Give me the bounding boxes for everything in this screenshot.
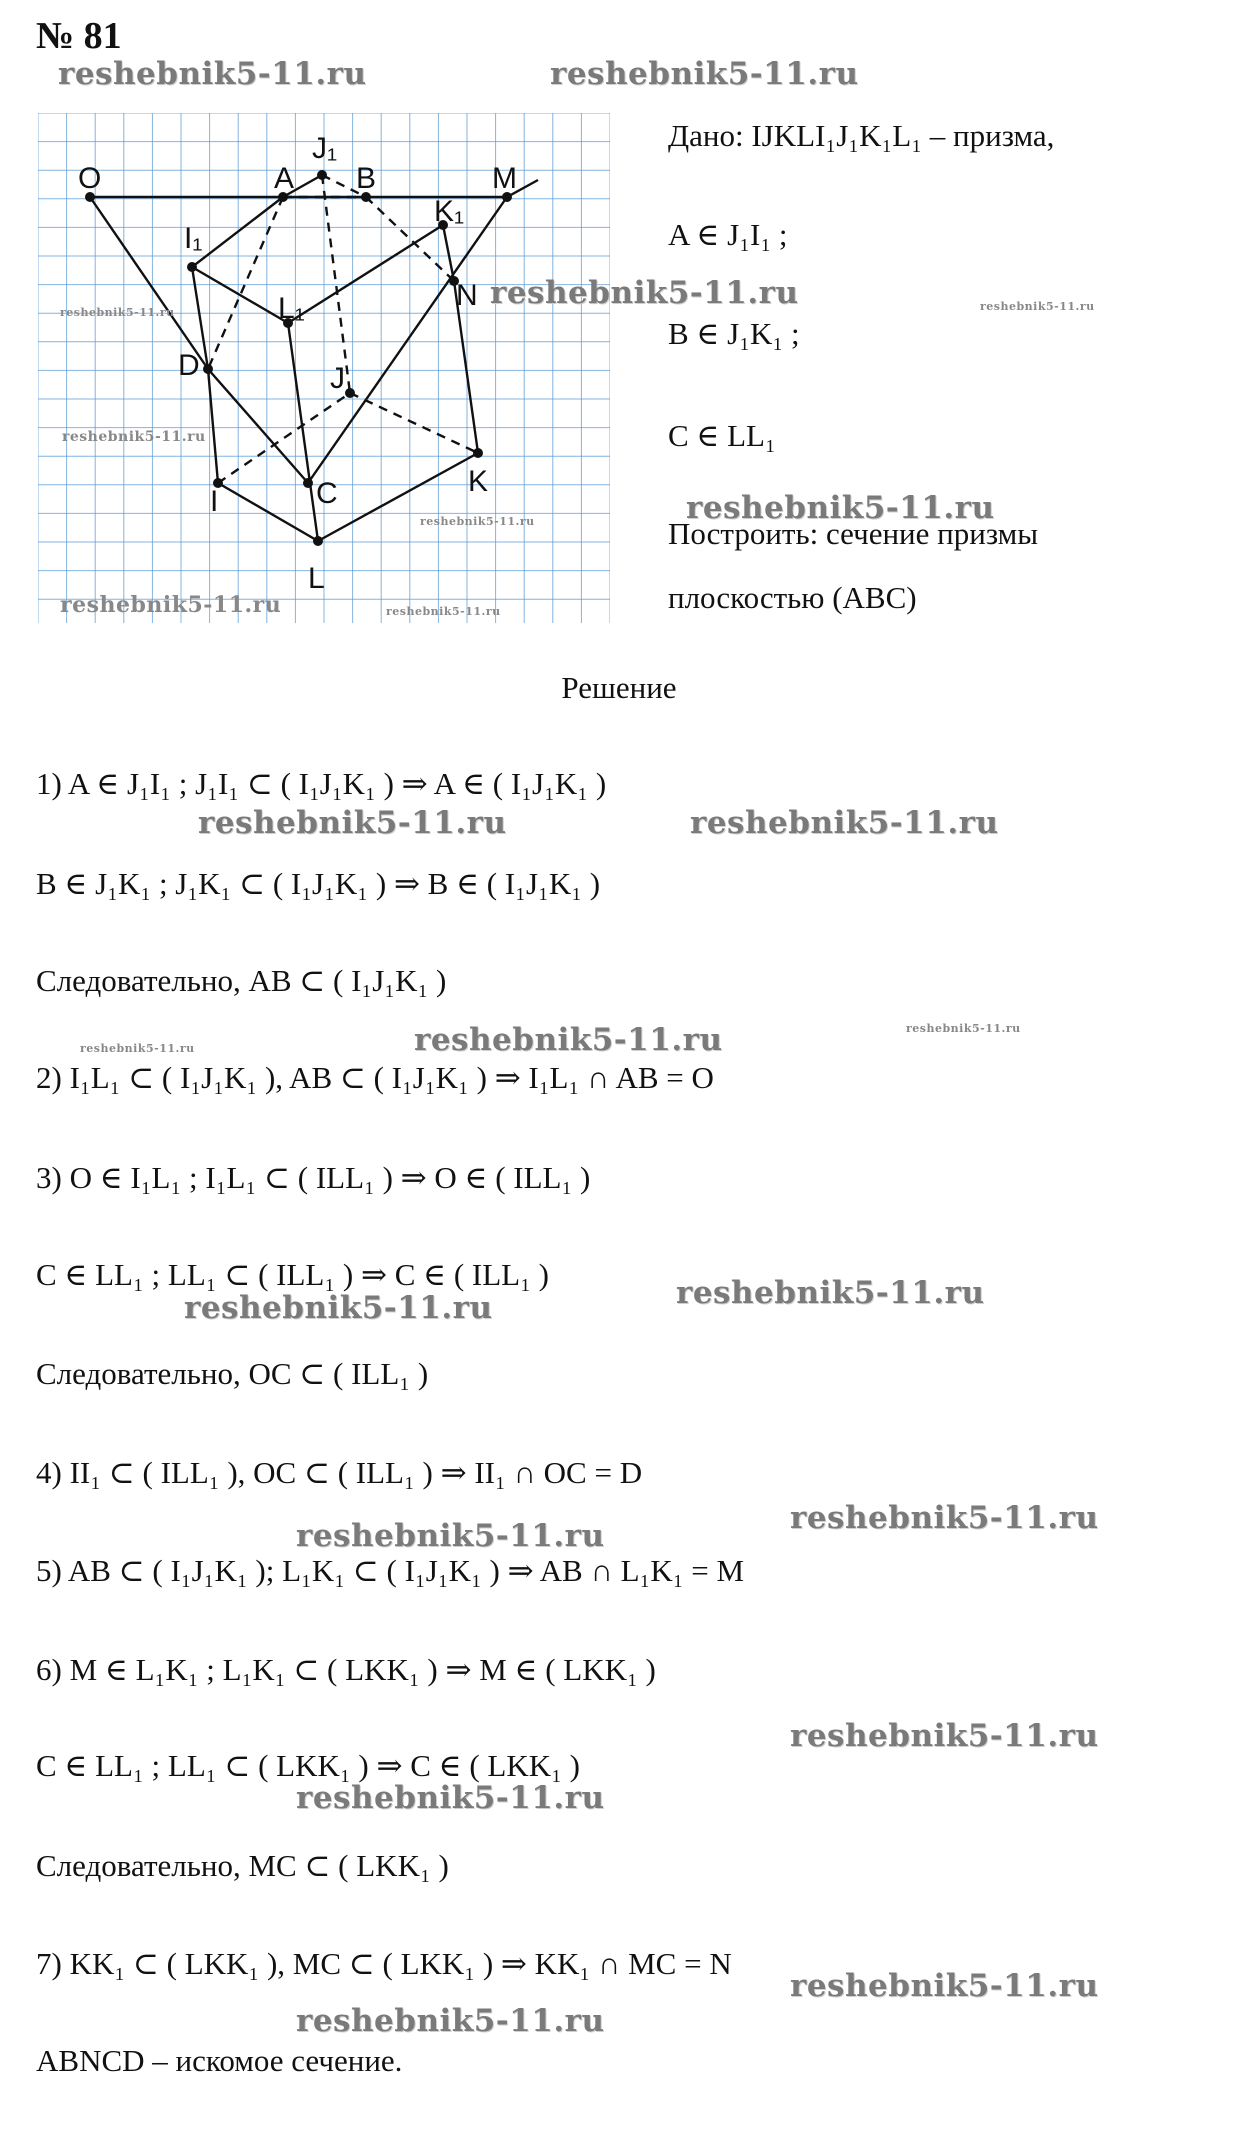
solution-title: Решение	[561, 670, 677, 705]
watermark: reshebnik5-11.ru	[386, 605, 501, 618]
solution-line-6: C ∈ LL₁ ; LL₁ ⊂ ( ILL₁ ) ⇒ C ∈ ( ILL₁ )	[36, 1257, 549, 1292]
watermark: reshebnik5-11.ru	[906, 1022, 1021, 1035]
given-line-2: A ∈ J₁I₁ ;	[668, 217, 788, 252]
given-line-5: Построить: сечение призмы	[668, 516, 1039, 551]
solution-line-14: ABNCD – искомое сечение.	[36, 2043, 403, 2078]
watermark: reshebnik5-11.ru	[490, 275, 799, 311]
visible-edge	[288, 323, 318, 541]
label-L: L	[308, 562, 325, 595]
visible-edge	[288, 225, 443, 323]
label-I: I	[210, 485, 219, 518]
solution-line-7: Следовательно, OC ⊂ ( ILL₁ )	[36, 1356, 429, 1391]
label-J1: J₁	[312, 132, 338, 165]
solution-line-5: 3) O ∈ I₁L₁ ; I₁L₁ ⊂ ( ILL₁ ) ⇒ O ∈ ( ILL₁ )	[36, 1160, 591, 1195]
point-k	[473, 448, 483, 458]
solution-line-12: Следовательно, MC ⊂ ( LKK₁ )	[36, 1848, 449, 1883]
point-c	[303, 478, 313, 488]
hidden-edge	[350, 393, 478, 453]
label-A: A	[274, 162, 295, 195]
solution-line-3: Следовательно, AB ⊂ ( I₁J₁K₁ )	[36, 963, 447, 998]
watermark: reshebnik5-11.ru	[790, 1718, 1099, 1754]
point-d	[203, 364, 213, 374]
problem-number: № 81	[36, 15, 122, 57]
watermark: reshebnik5-11.ru	[198, 805, 507, 841]
watermark: reshebnik5-11.ru	[60, 592, 282, 618]
watermark: reshebnik5-11.ru	[414, 1022, 723, 1058]
given-line-3: B ∈ J₁K₁ ;	[668, 316, 800, 351]
label-C: C	[316, 477, 338, 510]
solution-line-2: B ∈ J₁K₁ ; J₁K₁ ⊂ ( I₁J₁K₁ ) ⇒ B ∈ ( I₁J₁K₁ )	[36, 866, 601, 901]
solution-line-13: 7) KK₁ ⊂ ( LKK₁ ), MC ⊂ ( LKK₁ ) ⇒ KK₁ ∩ MC = N	[36, 1946, 732, 1981]
label-O: O	[78, 162, 102, 195]
given-line-4: C ∈ LL₁	[668, 418, 776, 453]
solution-line-8: 4) II₁ ⊂ ( ILL₁ ), OC ⊂ ( ILL₁ ) ⇒ II₁ ∩ OC = D	[36, 1455, 643, 1490]
watermark: reshebnik5-11.ru	[980, 300, 1095, 313]
point-i1	[187, 262, 197, 272]
watermark: reshebnik5-11.ru	[790, 1968, 1099, 2004]
watermark: reshebnik5-11.ru	[676, 1275, 985, 1311]
point-l	[313, 536, 323, 546]
visible-edge	[208, 369, 308, 483]
watermark: reshebnik5-11.ru	[62, 429, 206, 445]
label-I1: I₁	[184, 222, 203, 255]
visible-edge	[192, 267, 288, 323]
watermark: reshebnik5-11.ru	[686, 490, 995, 526]
label-B: B	[356, 162, 377, 195]
visible-edge	[218, 483, 318, 541]
point-j	[345, 388, 355, 398]
watermark: reshebnik5-11.ru	[184, 1290, 493, 1326]
point-j1	[317, 170, 327, 180]
prism-figure	[38, 113, 610, 623]
label-D: D	[178, 349, 200, 382]
watermark: reshebnik5-11.ru	[790, 1500, 1099, 1536]
label-K1: K₁	[434, 195, 465, 228]
watermark: reshebnik5-11.ru	[296, 2003, 605, 2039]
watermark: reshebnik5-11.ru	[420, 515, 535, 528]
label-N: N	[456, 279, 478, 312]
watermark: reshebnik5-11.ru	[296, 1780, 605, 1816]
watermark: reshebnik5-11.ru	[296, 1518, 605, 1554]
given-line-6: плоскостью (ABC)	[668, 580, 917, 615]
solution-line-11: C ∈ LL₁ ; LL₁ ⊂ ( LKK₁ ) ⇒ C ∈ ( LKK₁ )	[36, 1748, 580, 1783]
watermark: reshebnik5-11.ru	[550, 56, 859, 92]
given-line-1: Дано: IJKLI₁J₁K₁L₁ – призма,	[668, 118, 1055, 153]
watermark: reshebnik5-11.ru	[80, 1042, 195, 1055]
label-L1: L₁	[278, 292, 305, 325]
visible-edge	[443, 225, 454, 281]
label-K: K	[468, 465, 489, 498]
solution-line-1: 1) A ∈ J₁I₁ ; J₁I₁ ⊂ ( I₁J₁K₁ ) ⇒ A ∈ ( I₁J₁K₁ )	[36, 766, 607, 801]
label-M: M	[492, 162, 517, 195]
solution-line-4: 2) I₁L₁ ⊂ ( I₁J₁K₁ ), AB ⊂ ( I₁J₁K₁ ) ⇒ I₁L₁ ∩ AB = O	[36, 1060, 714, 1095]
solution-line-10: 6) M ∈ L₁K₁ ; L₁K₁ ⊂ ( LKK₁ ) ⇒ M ∈ ( LKK₁ )	[36, 1652, 656, 1687]
grid	[38, 113, 610, 623]
label-J: J	[330, 362, 345, 395]
watermark: reshebnik5-11.ru	[60, 306, 175, 319]
hidden-edge	[322, 175, 350, 393]
watermark: reshebnik5-11.ru	[58, 56, 367, 92]
watermark: reshebnik5-11.ru	[690, 805, 999, 841]
solution-line-9: 5) AB ⊂ ( I₁J₁K₁ ); L₁K₁ ⊂ ( I₁J₁K₁ ) ⇒ AB ∩ L₁K₁ = M	[36, 1553, 745, 1588]
